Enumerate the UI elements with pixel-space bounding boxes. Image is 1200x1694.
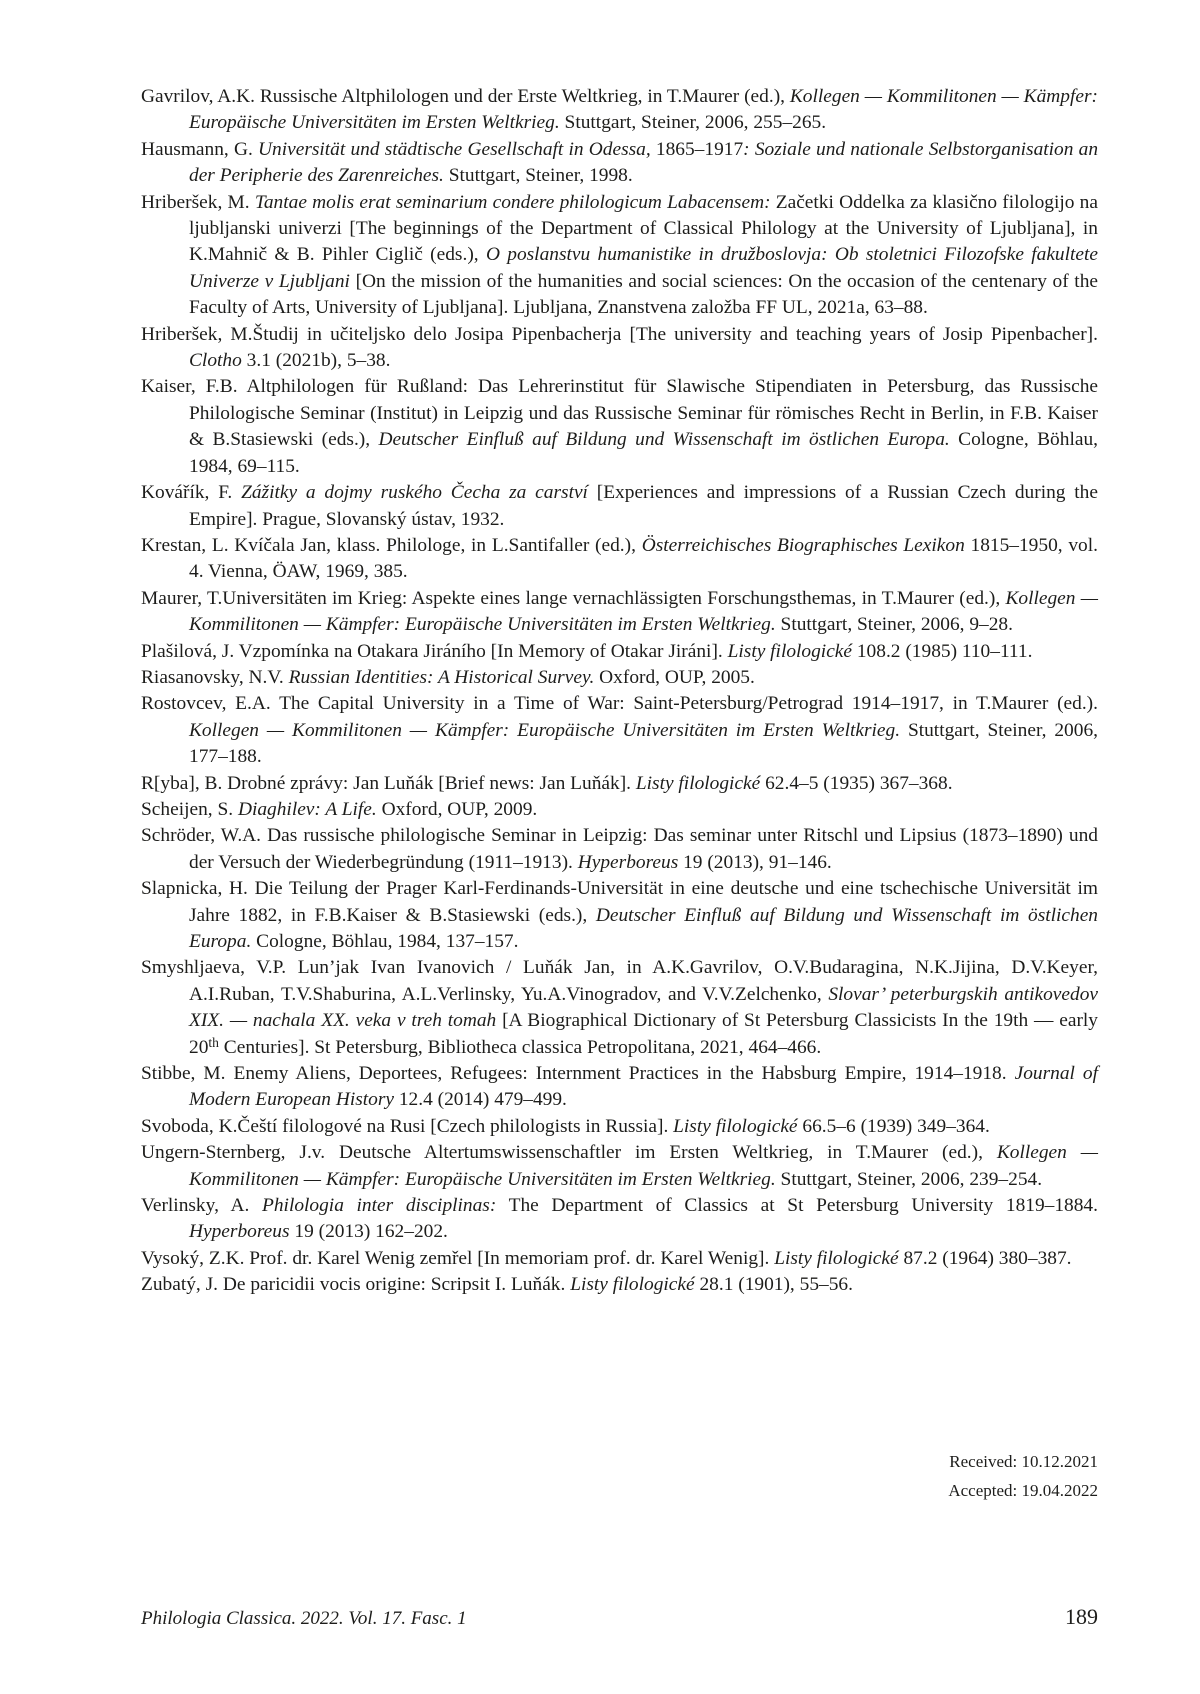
reference-text: Rostovcev, E.A. The Capital University in a Time of War: Saint-Petersburg/Petrograd 1914–1917, in T.Maurer (ed.). xyxy=(141,693,1098,715)
reference-title: Listy filologické xyxy=(727,640,853,662)
reference-text: [Experiences and impressions of a Russian Czech during the Empire]. Prague, Slovanský ústav, 1932. xyxy=(189,482,1098,530)
reference-text: Vysoký, Z.K. Prof. dr. Karel Wenig zemřel [In memoriam prof. dr. Karel Wenig]. xyxy=(141,1247,775,1269)
reference-text: 19 (2013), 91–146. xyxy=(678,851,832,873)
reference-text: 12.4 (2014) 479–499. xyxy=(394,1089,567,1111)
reference-text: 1815–1950, vol. 4. Vienna, ÖAW, 1969, 385. xyxy=(189,534,1098,583)
received-date: Received: 10.12.2021 xyxy=(949,1452,1098,1471)
reference-title: Zážitky a dojmy ruského Čecha za carství xyxy=(241,482,588,504)
reference-text: Kaiser, F.B. Altphilologen für Rußland: Das Lehrerinstitut für Slawische Stipendiaten in Petersburg, das Russische Philologische Seminar (Institut) in Leipzig und das Russische Seminar für römisches Recht in Berlin, in F.B. Kaiser & B.Stasiewski (eds.), xyxy=(141,376,1098,451)
reference-text: R[yba], B. Drobné zprávy: Jan Luňák [Brief news: Jan Luňák]. xyxy=(141,772,636,794)
reference-text: Plašilová, J. Vzpomínka na Otakara Jiráního [In Memory of Otakar Jiráni]. xyxy=(141,640,728,662)
reference-title: Tantae molis erat seminarium condere philologicum Labacensem: xyxy=(254,191,771,213)
page-footer xyxy=(141,1604,1098,1630)
reference-text: Ungern-Sternberg, J.v. Deutsche Altertumswissenschaftler im Ersten Weltkrieg, in T.Maurer (ed.), xyxy=(141,1142,997,1164)
reference-entry xyxy=(141,797,1098,823)
reference-title: Diaghilev: A Life. xyxy=(237,798,377,820)
reference-text: Schröder, W.A. Das russische philologische Seminar in Leipzig: Das seminar unter Ritschl und Lipsius (1873–1890) und der Versuch der Wiederbegründung (1911–1913). xyxy=(141,825,1098,873)
reference-text: Oxford, OUP, 2005. xyxy=(594,666,755,688)
reference-title: Listy filologické xyxy=(673,1115,798,1137)
reference-title: Universität und städtische Gesellschaft in Odessa, xyxy=(258,138,651,160)
reference-text: Stibbe, M. Enemy Aliens, Deportees, Refugees: Internment Practices in the Habsburg Empire, 1914–1918. xyxy=(141,1063,1015,1085)
reference-text: Svoboda, K.Čeští filologové na Rusi [Czech philologists in Russia]. xyxy=(141,1115,674,1137)
reference-text: Oxford, OUP, 2009. xyxy=(376,798,538,820)
reference-title: Clotho xyxy=(189,350,242,372)
reference-text: Gavrilov, A.K. Russische Altphilologen und der Erste Weltkrieg, in T.Maurer (ed.), xyxy=(141,86,790,107)
reference-entry xyxy=(141,533,1098,586)
reference-entry xyxy=(141,876,1098,955)
reference-text: Scheijen, S. xyxy=(141,798,238,820)
journal-citation: Philologia Classica. 2022. Vol. 17. Fasc. 1 xyxy=(141,1608,467,1629)
reference-text: Stuttgart, Steiner, 2006, 239–254. xyxy=(775,1168,1043,1190)
accepted-date: Accepted: 19.04.2022 xyxy=(948,1481,1098,1500)
reference-text: Verlinsky, A. xyxy=(141,1195,263,1217)
reference-text: Centuries]. St Petersburg, Bibliotheca classica Petropolitana, 2021, 464–466. xyxy=(218,1036,822,1058)
reference-title: Kollegen — Kommilitonen — Kämpfer: Europäische Universitäten im Ersten Weltkrieg. xyxy=(189,719,901,741)
reference-title: Österreichisches Biographisches Lexikon xyxy=(641,534,965,556)
page-number: 189 xyxy=(1065,1604,1098,1629)
reference-title: Deutscher Einfluß auf Bildung und Wissenschaft im östlichen Europa. xyxy=(189,904,1099,952)
reference-text: 1865–1917 xyxy=(650,138,744,160)
reference-entry xyxy=(141,84,1098,137)
reference-text: Cologne, Böhlau, 1984, 69–115. xyxy=(189,429,1098,477)
reference-entry xyxy=(141,137,1098,190)
reference-text: Maurer, T.Universitäten im Krieg: Aspekte eines lange vernachlässigten Forschungsthemas, in T.Maurer (ed.), xyxy=(141,587,1006,609)
reference-title: Listy filologické xyxy=(774,1247,899,1269)
reference-entry xyxy=(141,322,1098,375)
submission-dates xyxy=(948,1447,1098,1505)
reference-text: 28.1 (1901), 55–56. xyxy=(694,1274,853,1296)
reference-text: Smyshljaeva, V.P. Lun’jak Ivan Ivanovich / Luňák Jan, in A.K.Gavrilov, O.V.Budaragina, N.K.Jijina, D.V.Keyer, A.I.Ruban, T.V.Shaburina, A.L.Verlinsky, Yu.A.Vinogradov, and V.V.Zelchenko, xyxy=(141,957,1098,1005)
reference-text: 108.2 (1985) 110–111. xyxy=(852,640,1033,662)
reference-list xyxy=(141,84,1098,1299)
reference-text: [A Biographical Dictionary of St Petersburg Classicists In the 19th — early 20 xyxy=(189,1010,1098,1058)
reference-entry xyxy=(141,190,1098,322)
reference-text: Hriberšek, M.Študij in učiteljsko delo Josipa Pipenbacherja [The university and teaching years of Josip Pipenbacher]. xyxy=(141,323,1098,345)
reference-text: 62.4–5 (1935) 367–368. xyxy=(760,772,953,794)
reference-text: Hausmann, G. xyxy=(141,138,259,160)
reference-text: Stuttgart, Steiner, 2006, 9–28. xyxy=(775,614,1013,636)
reference-entry xyxy=(141,1140,1098,1193)
reference-title: O poslanstvu humanistike in družboslovja: Ob stoletnici Filozofske fakultete Univerze v Ljubljani xyxy=(189,244,1098,292)
reference-text: Riasanovsky, N.V. xyxy=(141,666,289,688)
reference-title: Listy filologické xyxy=(570,1274,695,1296)
reference-entry xyxy=(141,480,1098,533)
reference-entry xyxy=(141,1272,1098,1298)
reference-title: Slovar’ peterburgskih antikovedov XIX. — nachala XX. veka v treh tomah xyxy=(189,983,1098,1032)
reference-text: 87.2 (1964) 380–387. xyxy=(898,1247,1072,1269)
reference-entry xyxy=(141,374,1098,480)
reference-text: Kovářík, F. xyxy=(141,482,242,504)
reference-title: Hyperboreus xyxy=(577,851,679,873)
reference-text: [On the mission of the humanities and social sciences: On the occasion of the centenary of the Faculty of Arts, University of Ljubljana]. Ljubljana, Znanstvena založba FF UL, 2021a, 63–88. xyxy=(189,270,1098,319)
reference-text: Zubatý, J. De paricidii vocis origine: Scripsit I. Luňák. xyxy=(141,1274,571,1296)
reference-superscript: th xyxy=(208,1034,219,1050)
reference-entry xyxy=(141,771,1098,797)
reference-title: Philologia inter disciplinas: xyxy=(262,1195,497,1217)
reference-entry xyxy=(141,665,1098,691)
reference-entry xyxy=(141,1246,1098,1272)
reference-entry xyxy=(141,586,1098,639)
reference-entry xyxy=(141,1193,1098,1246)
reference-text: The Department of Classics at St Petersburg University 1819–1884. xyxy=(496,1195,1098,1217)
reference-title: Listy filologické xyxy=(635,772,761,794)
reference-text: Stuttgart, Steiner, 2006, 177–188. xyxy=(189,719,1098,768)
reference-title: Kollegen — Kommilitonen — Kämpfer: Europäische Universitäten im Ersten Weltkrieg. xyxy=(189,587,1098,636)
reference-title: Deutscher Einfluß auf Bildung und Wissenschaft im östlichen Europa. xyxy=(378,429,950,451)
reference-text: 66.5–6 (1939) 349–364. xyxy=(797,1115,990,1137)
reference-text: Cologne, Böhlau, 1984, 137–157. xyxy=(251,931,519,952)
reference-text: Začetki Oddelka za klasično filologijo na ljubljanski univerzi [The beginnings of the Department of Classical Philology at the University of Ljubljana], in K.Mahnič & B. Pihler Ciglič (eds.), xyxy=(189,191,1098,266)
reference-entry xyxy=(141,1061,1098,1114)
reference-text: Slapnicka, H. Die Teilung der Prager Karl-Ferdinands-Universität in eine deutsche und eine tschechische Universität im Jahre 1882, in F.B.Kaiser & B.Stasiewski (eds.), xyxy=(141,878,1098,926)
reference-entry xyxy=(141,1114,1098,1140)
reference-text: Krestan, L. Kvíčala Jan, klass. Philologe, in L.Santifaller (ed.), xyxy=(141,534,642,556)
reference-entry xyxy=(141,639,1098,665)
reference-entry xyxy=(141,955,1098,1061)
reference-title: Kollegen — Kommilitonen — Kämpfer: Europäische Universitäten im Ersten Weltkrieg. xyxy=(189,86,1098,134)
reference-text: 3.1 (2021b), 5–38. xyxy=(241,350,391,372)
reference-title: Journal of Modern European History xyxy=(189,1063,1098,1111)
reference-title: Russian Identities: A Historical Survey. xyxy=(288,666,595,688)
reference-title: Kollegen — Kommilitonen — Kämpfer: Europäische Universitäten im Ersten Weltkrieg. xyxy=(189,1142,1098,1190)
reference-text: Stuttgart, Steiner, 2006, 255–265. xyxy=(559,112,827,134)
reference-text: Stuttgart, Steiner, 1998. xyxy=(443,165,633,187)
reference-text: 19 (2013) 162–202. xyxy=(289,1221,448,1243)
reference-entry xyxy=(141,691,1098,770)
reference-title: Hyperboreus xyxy=(189,1221,290,1243)
reference-title: : Soziale und nationale Selbstorganisation an der Peripherie des Zarenreiches. xyxy=(189,138,1099,187)
reference-text: Hriberšek, M. xyxy=(141,191,255,213)
reference-entry xyxy=(141,823,1098,876)
